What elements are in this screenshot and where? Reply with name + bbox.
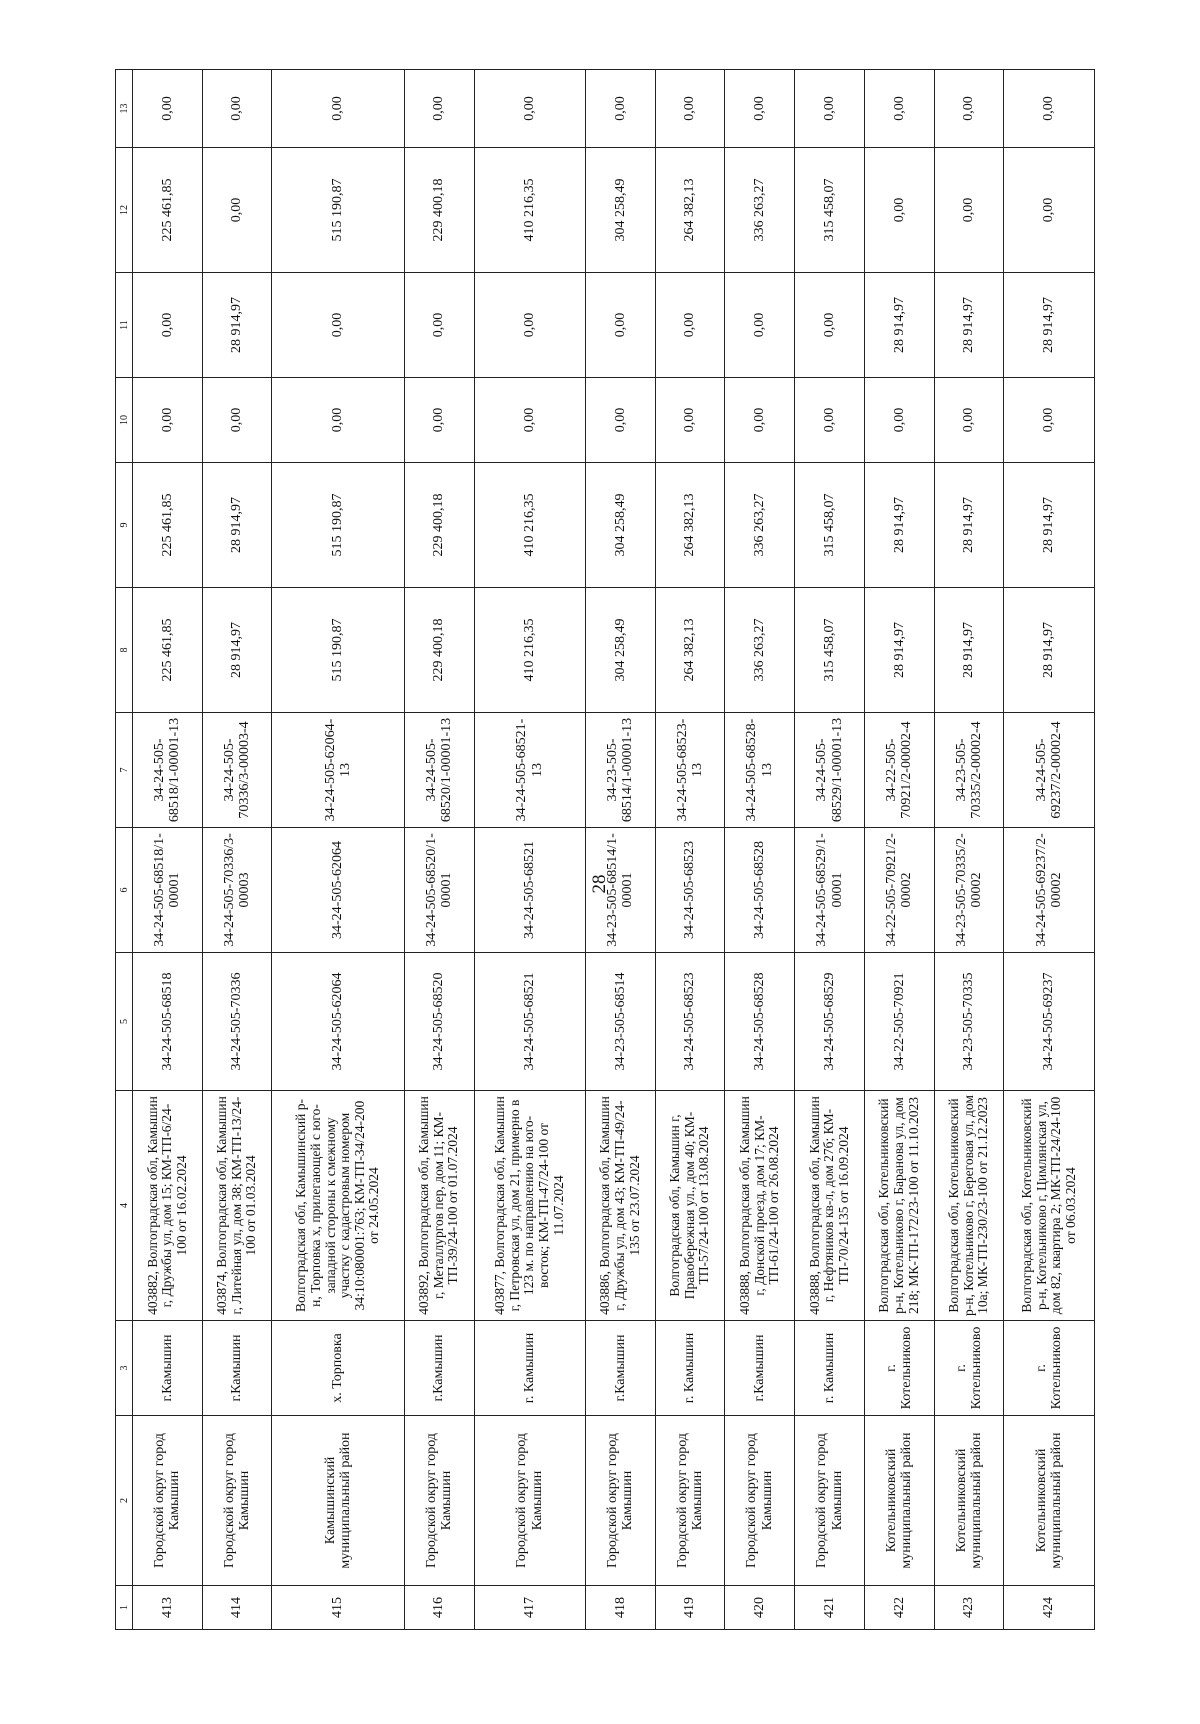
- row-number-cell: 416: [404, 1586, 474, 1630]
- amount-cell: 410 216,35: [474, 588, 585, 713]
- amount-cell: 0,00: [272, 378, 404, 463]
- table-row: [474, 70, 585, 1630]
- object-code-cell: 34-24-505-69237: [1004, 953, 1095, 1091]
- column-number: 11: [116, 273, 133, 378]
- row-number-cell: 420: [725, 1586, 795, 1630]
- amount-cell: 0,00: [795, 70, 865, 148]
- object-code-cell: 34-24-505-68521: [474, 953, 585, 1091]
- municipality-cell: Котельниковский муниципальный район: [864, 1416, 934, 1586]
- table-row: [272, 70, 404, 1630]
- amount-cell: 0,00: [864, 148, 934, 273]
- object-code-cell: 34-23-505-70335: [934, 953, 1004, 1091]
- amount-cell: 229 400,18: [404, 148, 474, 273]
- column-number: 13: [116, 70, 133, 148]
- column-number: 7: [116, 713, 133, 828]
- item-code-cell: 34-24-505-70336/3-00003-4: [202, 713, 272, 828]
- object-code-cell: 34-24-505-62064: [272, 953, 404, 1091]
- municipality-cell: Котельниковский муниципальный район: [934, 1416, 1004, 1586]
- sub-object-code-cell: 34-24-505-70336/3-00003: [202, 828, 272, 953]
- row-number-cell: 417: [474, 1586, 585, 1630]
- amount-cell: 0,00: [272, 70, 404, 148]
- amount-cell: 0,00: [585, 70, 655, 148]
- column-number: 9: [116, 463, 133, 588]
- column-number: 6: [116, 828, 133, 953]
- settlement-cell: г. Камышин: [655, 1321, 725, 1416]
- amount-cell: 0,00: [795, 378, 865, 463]
- object-code-cell: 34-24-505-68528: [725, 953, 795, 1091]
- object-code-cell: 34-24-505-68518: [133, 953, 203, 1091]
- amount-cell: 0,00: [133, 378, 203, 463]
- table-row: [585, 70, 655, 1630]
- amount-cell: 315 458,07: [795, 463, 865, 588]
- table-row: [864, 70, 934, 1630]
- object-code-cell: 34-24-505-70336: [202, 953, 272, 1091]
- item-code-cell: 34-24-505-68520/1-00001-13: [404, 713, 474, 828]
- amount-cell: 336 263,27: [725, 588, 795, 713]
- column-number: 1: [116, 1586, 133, 1630]
- amount-cell: 0,00: [725, 70, 795, 148]
- settlement-cell: г. Камышин: [474, 1321, 585, 1416]
- amount-cell: 28 914,97: [202, 588, 272, 713]
- amount-cell: 28 914,97: [864, 588, 934, 713]
- address-and-contract-cell: 403877, Волгоградская обл, Камышин г, Петровская ул, дом 21, примерно в 123 м. по направлению на юго-восток; КМ-ТП-47/24-100 от 11.07.2024: [474, 1091, 585, 1321]
- amount-cell: 0,00: [655, 273, 725, 378]
- column-number-row: [116, 70, 133, 1630]
- table-body: [133, 70, 1095, 1630]
- item-code-cell: 34-23-505-68514/1-00001-13: [585, 713, 655, 828]
- object-code-cell: 34-24-505-68523: [655, 953, 725, 1091]
- table-row: [655, 70, 725, 1630]
- municipality-cell: Городской округ город Камышин: [404, 1416, 474, 1586]
- amount-cell: 264 382,13: [655, 463, 725, 588]
- amount-cell: 0,00: [474, 378, 585, 463]
- column-number: 3: [116, 1321, 133, 1416]
- settlement-cell: г. Котельниково: [1004, 1321, 1095, 1416]
- column-number: 10: [116, 378, 133, 463]
- address-and-contract-cell: 403888, Волгоградская обл, Камышин г, Нефтяников кв-л, дом 27б; КМ-ТП-70/24-135 от 16.09.2024: [795, 1091, 865, 1321]
- amount-cell: 336 263,27: [725, 463, 795, 588]
- item-code-cell: 34-24-505-62064-13: [272, 713, 404, 828]
- amount-cell: 264 382,13: [655, 148, 725, 273]
- object-code-cell: 34-23-505-68514: [585, 953, 655, 1091]
- municipality-cell: Городской округ город Камышин: [795, 1416, 865, 1586]
- address-and-contract-cell: Волгоградская обл, Камышинский р-н, Торповка х, прилегающей с юго-западной стороны к смежному участку с кадастровым номером 34:10:080001:763; КМ-ТП-34/24-200 от 24.05.2024: [272, 1091, 404, 1321]
- address-and-contract-cell: 403874, Волгоградская обл, Камышин г, Литейная ул, дом 38; КМ-ТП-13/24-100 от 01.03.2024: [202, 1091, 272, 1321]
- settlement-cell: г. Камышин: [795, 1321, 865, 1416]
- municipality-cell: Городской округ город Камышин: [133, 1416, 203, 1586]
- page-number: 28: [589, 874, 610, 894]
- register-table: [115, 69, 1095, 1630]
- settlement-cell: г.Камышин: [202, 1321, 272, 1416]
- item-code-cell: 34-22-505-70921/2-00002-4: [864, 713, 934, 828]
- amount-cell: 0,00: [934, 378, 1004, 463]
- address-and-contract-cell: 403888, Волгоградская обл, Камышин г, Донской проезд, дом 17; КМ-ТП-61/24-100 от 26.08.2024: [725, 1091, 795, 1321]
- sub-object-code-cell: 34-24-505-68529/1-00001: [795, 828, 865, 953]
- item-code-cell: 34-23-505-70335/2-00002-4: [934, 713, 1004, 828]
- municipality-cell: Камышинский муниципальный район: [272, 1416, 404, 1586]
- amount-cell: 0,00: [725, 273, 795, 378]
- amount-cell: 0,00: [202, 378, 272, 463]
- amount-cell: 304 258,49: [585, 148, 655, 273]
- amount-cell: 315 458,07: [795, 148, 865, 273]
- row-number-cell: 414: [202, 1586, 272, 1630]
- amount-cell: 28 914,97: [1004, 588, 1095, 713]
- item-code-cell: 34-24-505-68528-13: [725, 713, 795, 828]
- sub-object-code-cell: 34-24-505-68523: [655, 828, 725, 953]
- sub-object-code-cell: 34-24-505-69237/2-00002: [1004, 828, 1095, 953]
- row-number-cell: 424: [1004, 1586, 1095, 1630]
- sub-object-code-cell: 34-24-505-62064: [272, 828, 404, 953]
- settlement-cell: г.Камышин: [133, 1321, 203, 1416]
- rotated-table-container: [115, 70, 1095, 1630]
- amount-cell: 225 461,85: [133, 463, 203, 588]
- settlement-cell: г. Котельниково: [934, 1321, 1004, 1416]
- municipality-cell: Городской округ город Камышин: [474, 1416, 585, 1586]
- item-code-cell: 34-24-505-69237/2-00002-4: [1004, 713, 1095, 828]
- table-row: [404, 70, 474, 1630]
- column-number: 8: [116, 588, 133, 713]
- object-code-cell: 34-24-505-68529: [795, 953, 865, 1091]
- row-number-cell: 413: [133, 1586, 203, 1630]
- row-number-cell: 422: [864, 1586, 934, 1630]
- amount-cell: 0,00: [404, 378, 474, 463]
- item-code-cell: 34-24-505-68521-13: [474, 713, 585, 828]
- row-number-cell: 423: [934, 1586, 1004, 1630]
- amount-cell: 0,00: [272, 273, 404, 378]
- amount-cell: 0,00: [133, 273, 203, 378]
- object-code-cell: 34-24-505-68520: [404, 953, 474, 1091]
- amount-cell: 0,00: [1004, 148, 1095, 273]
- amount-cell: 515 190,87: [272, 463, 404, 588]
- amount-cell: 0,00: [1004, 70, 1095, 148]
- sub-object-code-cell: 34-24-505-68528: [725, 828, 795, 953]
- amount-cell: 0,00: [404, 70, 474, 148]
- amount-cell: 0,00: [202, 70, 272, 148]
- amount-cell: 0,00: [864, 70, 934, 148]
- municipality-cell: Городской округ город Камышин: [655, 1416, 725, 1586]
- amount-cell: 28 914,97: [202, 463, 272, 588]
- settlement-cell: г.Камышин: [725, 1321, 795, 1416]
- amount-cell: 28 914,97: [864, 273, 934, 378]
- settlement-cell: г. Котельниково: [864, 1321, 934, 1416]
- table-row: [725, 70, 795, 1630]
- column-number: 2: [116, 1416, 133, 1586]
- sub-object-code-cell: 34-24-505-68520/1-00001: [404, 828, 474, 953]
- table-row: [934, 70, 1004, 1630]
- address-and-contract-cell: Волгоградская обл, Котельниковский р-н, Котельниково г, Цимлянская ул, дом 82, квартира 2; МК-ТП-24/24-100 от 06.03.2024: [1004, 1091, 1095, 1321]
- column-number: 4: [116, 1091, 133, 1321]
- amount-cell: 410 216,35: [474, 463, 585, 588]
- amount-cell: 410 216,35: [474, 148, 585, 273]
- amount-cell: 28 914,97: [934, 463, 1004, 588]
- amount-cell: 0,00: [404, 273, 474, 378]
- table-row: [795, 70, 865, 1630]
- amount-cell: 0,00: [725, 378, 795, 463]
- amount-cell: 0,00: [655, 70, 725, 148]
- item-code-cell: 34-24-505-68529/1-00001-13: [795, 713, 865, 828]
- municipality-cell: Городской округ город Камышин: [725, 1416, 795, 1586]
- amount-cell: 304 258,49: [585, 463, 655, 588]
- address-and-contract-cell: Волгоградская обл, Котельниковский р-н, Котельниково г, Баранова ул, дом 218; МК-ТП-172/23-100 от 11.10.2023: [864, 1091, 934, 1321]
- amount-cell: 515 190,87: [272, 588, 404, 713]
- amount-cell: 0,00: [474, 70, 585, 148]
- column-number: 12: [116, 148, 133, 273]
- address-and-contract-cell: 403886, Волгоградская обл, Камышин г, Дружбы ул, дом 43; КМ-ТП-49/24-135 от 23.07.2024: [585, 1091, 655, 1321]
- municipality-cell: Городской округ город Камышин: [585, 1416, 655, 1586]
- settlement-cell: х. Торповка: [272, 1321, 404, 1416]
- amount-cell: 0,00: [585, 378, 655, 463]
- row-number-cell: 419: [655, 1586, 725, 1630]
- row-number-cell: 418: [585, 1586, 655, 1630]
- amount-cell: 315 458,07: [795, 588, 865, 713]
- amount-cell: 28 914,97: [202, 273, 272, 378]
- amount-cell: 28 914,97: [934, 273, 1004, 378]
- amount-cell: 0,00: [655, 378, 725, 463]
- amount-cell: 0,00: [585, 273, 655, 378]
- table-row: [133, 70, 203, 1630]
- amount-cell: 28 914,97: [1004, 273, 1095, 378]
- settlement-cell: г.Камышин: [585, 1321, 655, 1416]
- amount-cell: 0,00: [202, 148, 272, 273]
- item-code-cell: 34-24-505-68518/1-00001-13: [133, 713, 203, 828]
- sub-object-code-cell: 34-23-505-70335/2-00002: [934, 828, 1004, 953]
- amount-cell: 0,00: [474, 273, 585, 378]
- row-number-cell: 415: [272, 1586, 404, 1630]
- address-and-contract-cell: Волгоградская обл, Котельниковский р-н, Котельниково г, Береговая ул, дом 10а; МК-ТП-230/23-100 от 21.12.2023: [934, 1091, 1004, 1321]
- address-and-contract-cell: 403892, Волгоградская обл, Камышин г, Металлургов пер, дом 11; КМ-ТП-39/24-100 от 01.07.2024: [404, 1091, 474, 1321]
- amount-cell: 0,00: [864, 378, 934, 463]
- municipality-cell: Городской округ город Камышин: [202, 1416, 272, 1586]
- amount-cell: 229 400,18: [404, 463, 474, 588]
- sub-object-code-cell: 34-24-505-68521: [474, 828, 585, 953]
- table-row: [202, 70, 272, 1630]
- amount-cell: 0,00: [1004, 378, 1095, 463]
- amount-cell: 28 914,97: [864, 463, 934, 588]
- amount-cell: 515 190,87: [272, 148, 404, 273]
- amount-cell: 225 461,85: [133, 148, 203, 273]
- amount-cell: 229 400,18: [404, 588, 474, 713]
- column-number: 5: [116, 953, 133, 1091]
- sub-object-code-cell: 34-24-505-68518/1-00001: [133, 828, 203, 953]
- amount-cell: 264 382,13: [655, 588, 725, 713]
- amount-cell: 0,00: [934, 148, 1004, 273]
- amount-cell: 0,00: [934, 70, 1004, 148]
- address-and-contract-cell: 403882, Волгоградская обл, Камышин г, Дружбы ул, дом 15; КМ-ТП-6/24-100 от 16.02.2024: [133, 1091, 203, 1321]
- address-and-contract-cell: Волгоградская обл, Камышин г, Правобережная ул., дом 40; КМ-ТП-57/24-100 от 13.08.2024: [655, 1091, 725, 1321]
- item-code-cell: 34-24-505-68523-13: [655, 713, 725, 828]
- amount-cell: 0,00: [133, 70, 203, 148]
- sub-object-code-cell: 34-22-505-70921/2-00002: [864, 828, 934, 953]
- sub-object-code-cell: 34-23-505-68514/1-00001: [585, 828, 655, 953]
- settlement-cell: г.Камышин: [404, 1321, 474, 1416]
- amount-cell: 225 461,85: [133, 588, 203, 713]
- amount-cell: 28 914,97: [1004, 463, 1095, 588]
- table-row: [1004, 70, 1095, 1630]
- amount-cell: 336 263,27: [725, 148, 795, 273]
- amount-cell: 304 258,49: [585, 588, 655, 713]
- amount-cell: 0,00: [795, 273, 865, 378]
- row-number-cell: 421: [795, 1586, 865, 1630]
- object-code-cell: 34-22-505-70921: [864, 953, 934, 1091]
- municipality-cell: Котельниковский муниципальный район: [1004, 1416, 1095, 1586]
- amount-cell: 28 914,97: [934, 588, 1004, 713]
